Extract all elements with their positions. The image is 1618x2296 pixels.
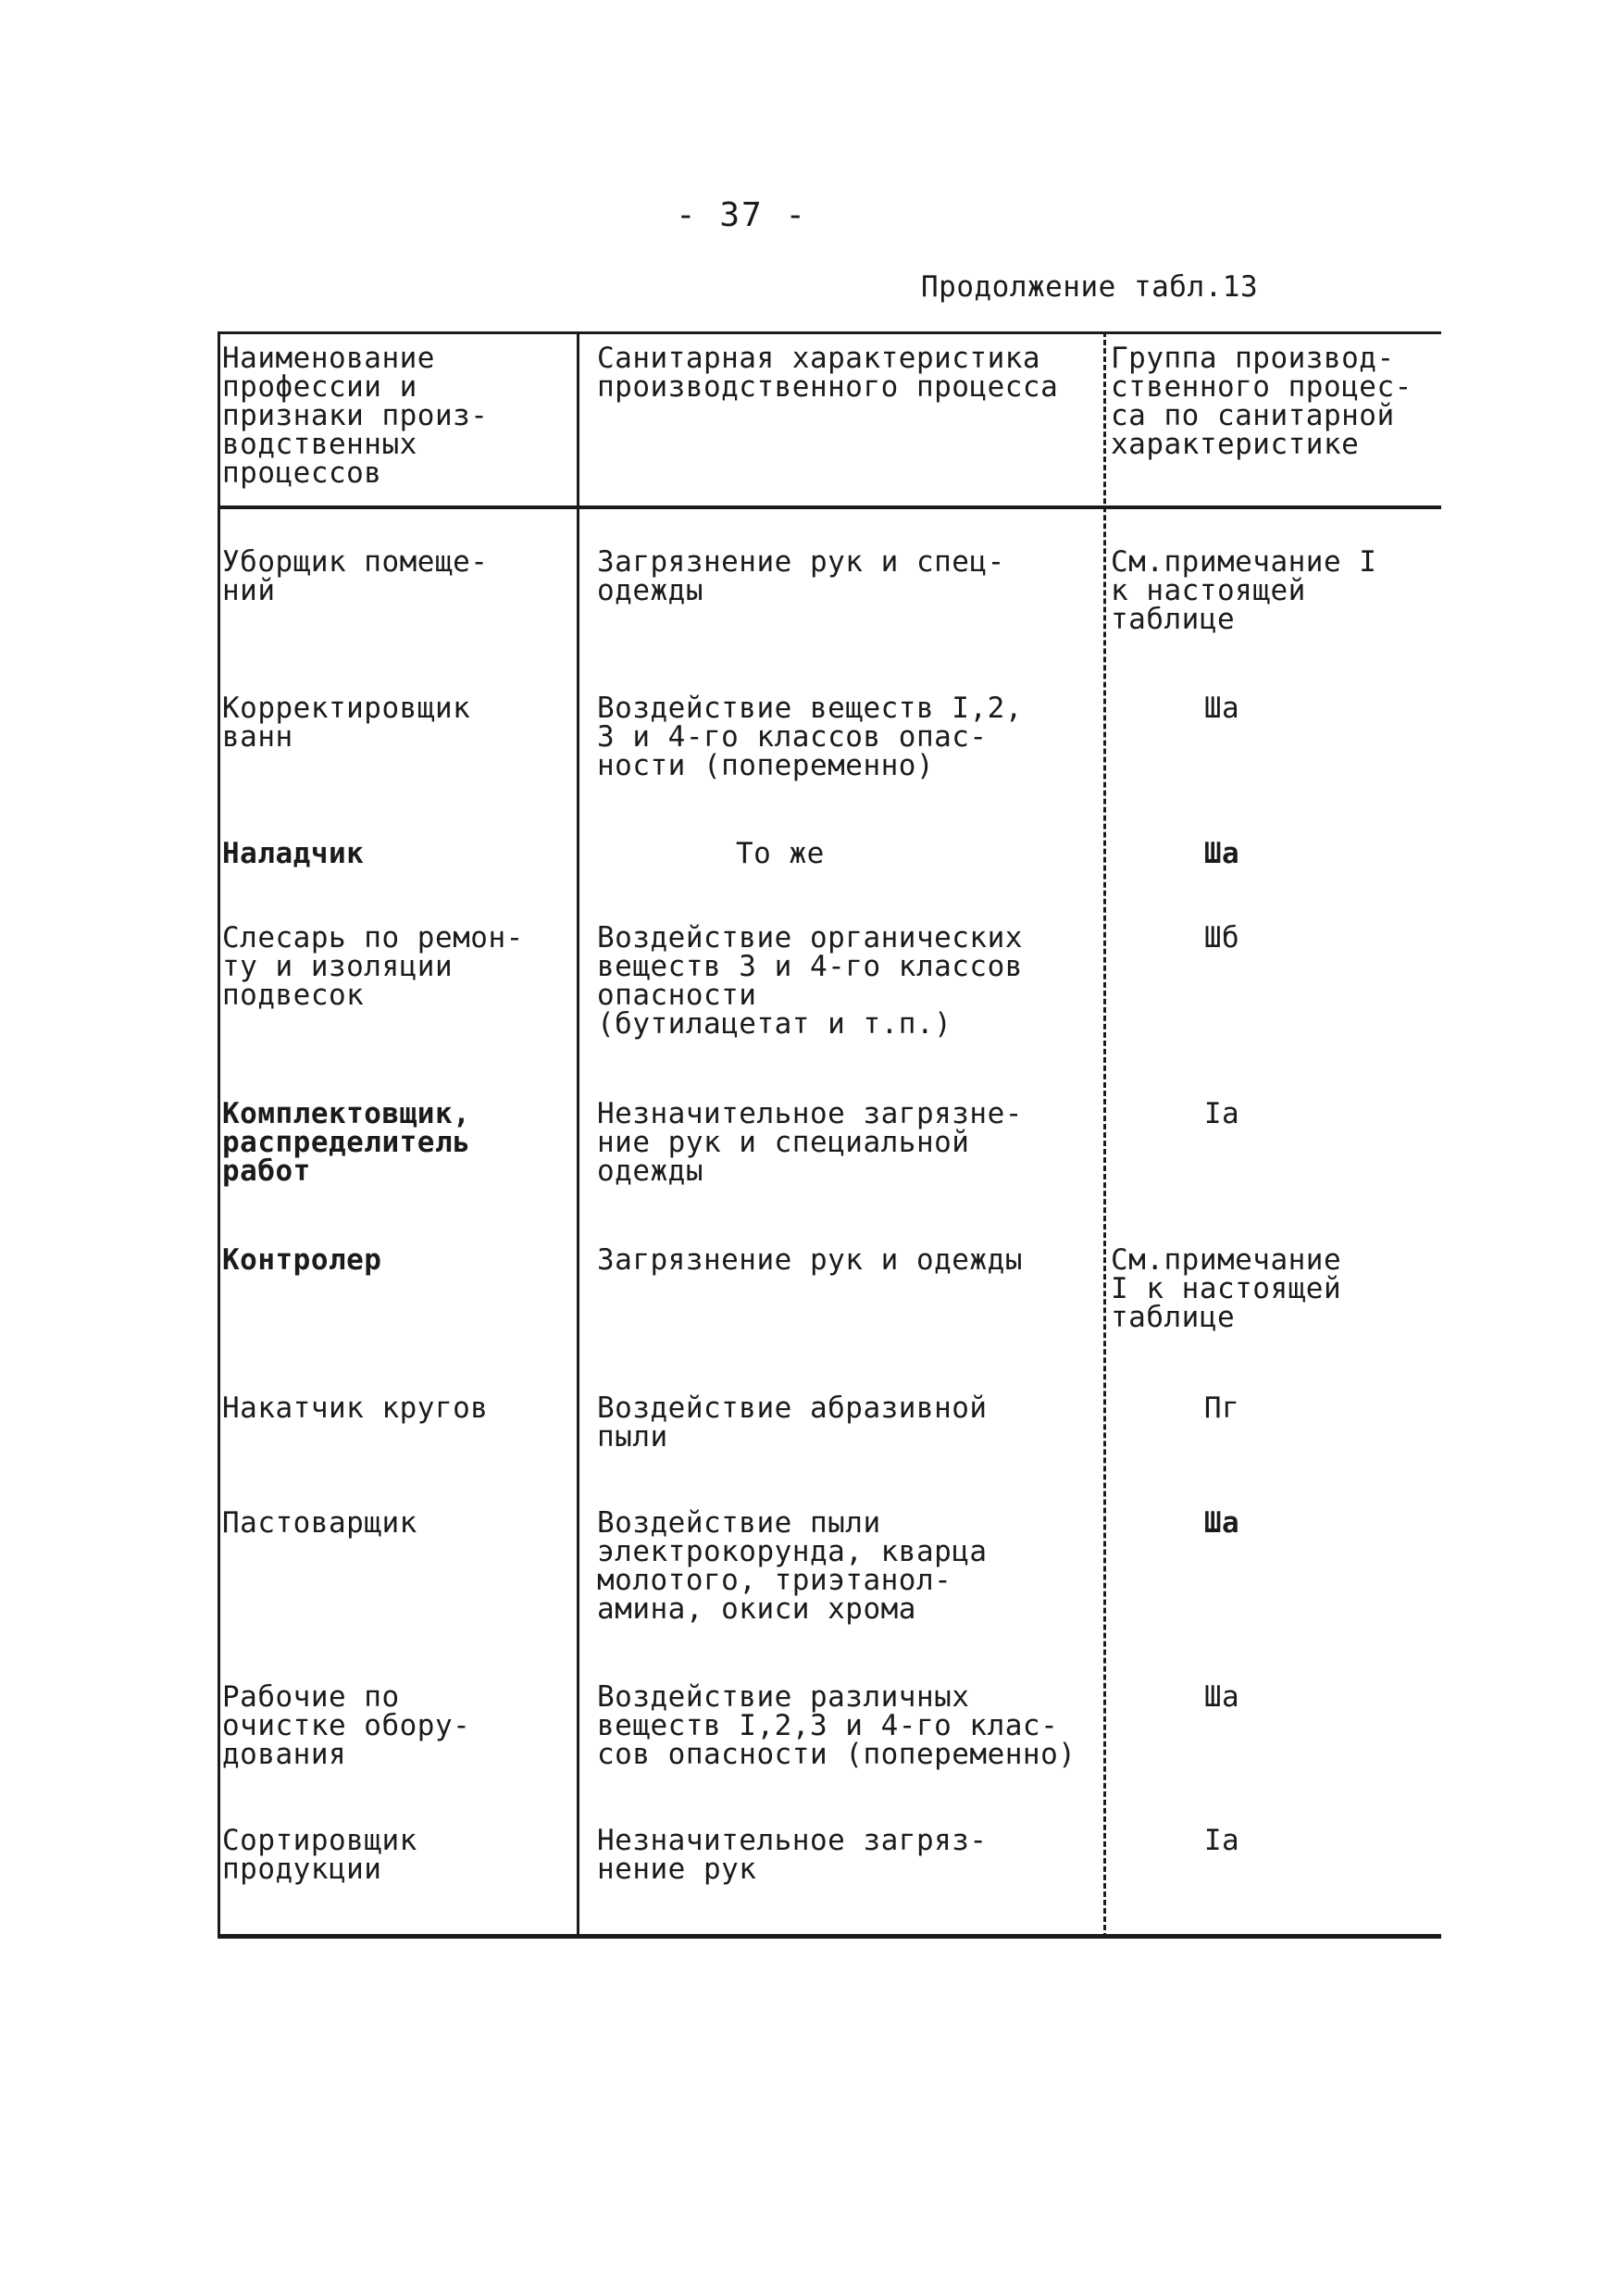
table-row-profession: Сортировщик продукции	[222, 1824, 417, 1886]
table-row-characteristic: Воздействие пыли электрокорунда, кварца молотого, триэтанол- амина, окиси хрома	[597, 1506, 988, 1626]
page-number: - 37 -	[676, 196, 808, 234]
table-row-profession: Слесарь по ремон- ту и изоляции подвесок	[222, 921, 524, 1012]
table-row-profession: Наладчик	[222, 837, 365, 870]
table-row-group: Ша	[1203, 1680, 1240, 1714]
table-row-group: Шб	[1203, 921, 1240, 955]
table-row-group: Iа	[1203, 1824, 1240, 1857]
column-divider-2	[1103, 331, 1106, 1939]
table-row-group: Ша	[1203, 692, 1240, 725]
table-row-profession: Корректировщик ванн	[222, 692, 471, 754]
table-row-characteristic: Загрязнение рук и спец- одежды	[597, 545, 1005, 607]
table-row-group: Пг	[1203, 1391, 1240, 1425]
table-row-group: Ша	[1203, 837, 1240, 870]
column-divider-1	[577, 331, 579, 1939]
table-row-group: См.примечание I к настоящей таблице	[1111, 545, 1377, 636]
table-continuation-label: Продолжение табл.13	[921, 270, 1259, 304]
table-row-characteristic: То же	[736, 837, 825, 870]
table-row-characteristic: Воздействие веществ I,2, 3 и 4-го классов опас- ности (попеременно)	[597, 692, 1023, 782]
table-row-profession: Уборщик помеще- ний	[222, 545, 489, 607]
table-row-characteristic: Незначительное загрязне- ние рук и специальной одежды	[597, 1097, 1023, 1188]
table-row-group: Ша	[1203, 1506, 1240, 1540]
table-row-group: Iа	[1203, 1097, 1240, 1130]
header-profession: Наименование профессии и признаки произ- водственных процессов	[222, 342, 489, 490]
table-row-profession: Рабочие по очистке обору- дования	[222, 1680, 471, 1771]
header-characteristic: Санитарная характеристика производственного процесса	[597, 342, 1059, 404]
table-row-characteristic: Незначительное загряз- нение рук	[597, 1824, 988, 1886]
table-row-characteristic: Воздействие различных веществ I,2,3 и 4-го клас- сов опасности (попеременно)	[597, 1680, 1077, 1771]
table-row-profession: Накатчик кругов	[222, 1391, 489, 1425]
table-row-profession: Контролер	[222, 1243, 382, 1277]
table-row-characteristic: Воздействие органических веществ 3 и 4-го классов опасности (бутилацетат и т.п.)	[597, 921, 1023, 1041]
header-divider	[218, 505, 1441, 509]
header-group: Группа производ- ственного процес- са по санитарной характеристике	[1111, 342, 1413, 461]
table-row-profession: Комплектовщик, распределитель работ	[222, 1097, 471, 1188]
table-row-characteristic: Загрязнение рук и одежды	[597, 1243, 1023, 1277]
table-row-characteristic: Воздействие абразивной пыли	[597, 1391, 988, 1454]
table-row-profession: Пастоварщик	[222, 1506, 417, 1540]
table-row-group: См.примечание I к настоящей таблице	[1111, 1243, 1342, 1334]
